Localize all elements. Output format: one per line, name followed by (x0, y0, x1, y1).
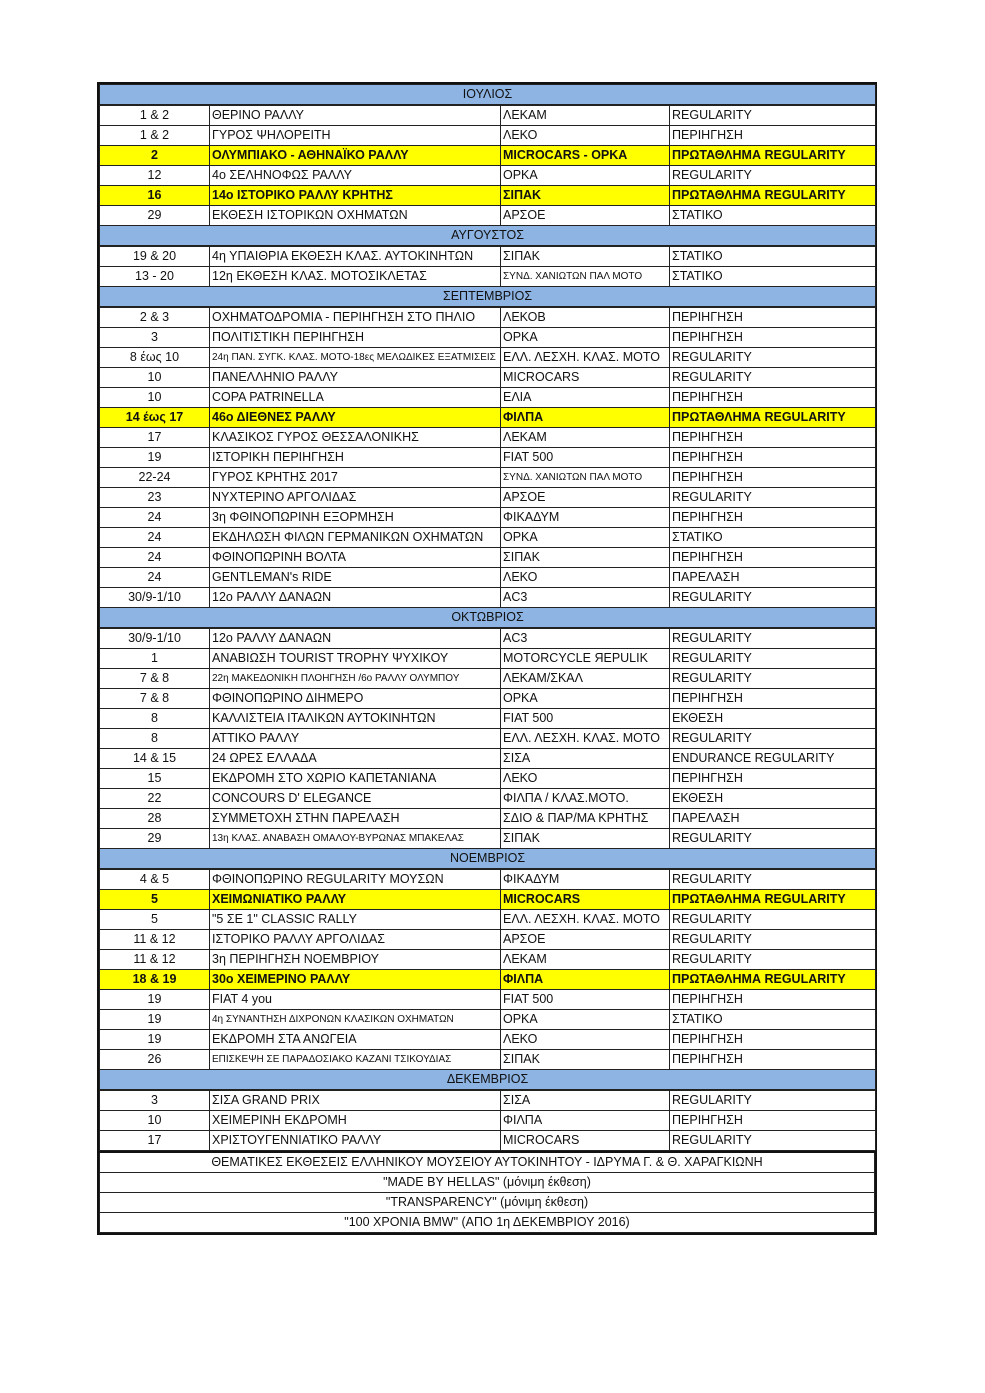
event-row (100, 1050, 876, 1070)
month-header-row (100, 287, 876, 308)
event-type: REGULARITY (670, 166, 876, 186)
event-row (100, 548, 876, 568)
month-header-row (100, 85, 876, 106)
event-date: 2 (100, 146, 210, 166)
month-header-row (100, 849, 876, 870)
event-date: 8 έως 10 (100, 348, 210, 368)
month-name: ΣΕΠΤΕΜΒΡΙΟΣ (100, 287, 876, 308)
event-date: 29 (100, 829, 210, 849)
event-date: 22-24 (100, 468, 210, 488)
month-header-row (100, 1070, 876, 1091)
event-organizer: ΑΡΣΟΕ (501, 206, 670, 226)
month-name: ΑΥΓΟΥΣΤΟΣ (100, 226, 876, 247)
event-name: 3η ΦΘΙΝΟΠΩΡΙΝΗ ΕΞΟΡΜΗΣΗ (210, 508, 501, 528)
event-row-championship (100, 146, 876, 166)
event-name: 24 ΩΡΕΣ ΕΛΛΑΔΑ (210, 749, 501, 769)
event-name: ΙΣΤΟΡΙΚΗ ΠΕΡΙΗΓΗΣΗ (210, 448, 501, 468)
event-name: ΓΥΡΟΣ ΚΡΗΤΗΣ 2017 (210, 468, 501, 488)
event-type: ΠΡΩΤΑΘΛΗΜΑ REGULARITY (670, 970, 876, 990)
event-type: REGULARITY (670, 669, 876, 689)
event-date: 3 (100, 328, 210, 348)
event-organizer: FIAT 500 (501, 990, 670, 1010)
event-date: 11 & 12 (100, 950, 210, 970)
event-date: 4 & 5 (100, 869, 210, 890)
event-type: ΠΡΩΤΑΘΛΗΜΑ REGULARITY (670, 146, 876, 166)
event-type: ΠΕΡΙΗΓΗΣΗ (670, 689, 876, 709)
event-type: REGULARITY (670, 588, 876, 608)
event-name: ΧΕΙΜΕΡΙΝΗ ΕΚΔΡΟΜΗ (210, 1111, 501, 1131)
event-organizer: ΑΡΣΟΕ (501, 930, 670, 950)
event-type: REGULARITY (670, 105, 876, 126)
event-date: 30/9-1/10 (100, 628, 210, 649)
event-date: 7 & 8 (100, 669, 210, 689)
event-name: 4ο ΣΕΛΗΝΟΦΩΣ ΡΑΛΛΥ (210, 166, 501, 186)
event-organizer: ΕΛΙΑ (501, 388, 670, 408)
event-date: 13 - 20 (100, 267, 210, 287)
month-name: ΟΚΤΩΒΡΙΟΣ (100, 608, 876, 629)
event-name: 22η ΜΑΚΕΔΟΝΙΚΗ ΠΛΟΗΓΗΣΗ /6ο ΡΑΛΛΥ ΟΛΥΜΠΟΥ (210, 669, 501, 689)
event-row-championship (100, 408, 876, 428)
event-type: REGULARITY (670, 729, 876, 749)
exhibition-name: "MADE BY HELLAS" (μόνιμη έκθεση) (100, 1173, 875, 1193)
event-date: 28 (100, 809, 210, 829)
event-organizer: ΕΛΛ. ΛΕΣΧΗ. ΚΛΑΣ. ΜΟΤΟ (501, 729, 670, 749)
event-date: 15 (100, 769, 210, 789)
event-name: ΣΥΜΜΕΤΟΧΗ ΣΤΗΝ ΠΑΡΕΛΑΣΗ (210, 809, 501, 829)
event-row-championship (100, 970, 876, 990)
event-organizer: ΦΙΛΠΑ / ΚΛΑΣ.ΜΟΤΟ. (501, 789, 670, 809)
event-name: ΕΚΔΗΛΩΣΗ ΦΙΛΩΝ ΓΕΡΜΑΝΙΚΩΝ ΟΧΗΜΑΤΩΝ (210, 528, 501, 548)
event-type: ΕΚΘΕΣΗ (670, 789, 876, 809)
event-organizer: ΛΕΚΟΒ (501, 307, 670, 328)
exhibitions-title-row (100, 1152, 875, 1173)
event-name: 12ο ΡΑΛΛΥ ΔΑΝΑΩΝ (210, 628, 501, 649)
event-date: 16 (100, 186, 210, 206)
event-type: ΠΕΡΙΗΓΗΣΗ (670, 1111, 876, 1131)
event-type: REGULARITY (670, 1131, 876, 1151)
exhibition-row (100, 1173, 875, 1193)
event-name: ΕΚΔΡΟΜΗ ΣΤΟ ΧΩΡΙΟ ΚΑΠΕΤΑΝΙΑΝΑ (210, 769, 501, 789)
event-date: 24 (100, 548, 210, 568)
event-type: ΣΤΑΤΙΚΟ (670, 528, 876, 548)
event-date: 17 (100, 428, 210, 448)
event-name: ΠΟΛΙΤΙΣΤΙΚΗ ΠΕΡΙΗΓΗΣΗ (210, 328, 501, 348)
event-row (100, 307, 876, 328)
event-type: REGULARITY (670, 930, 876, 950)
event-name: ΑΝΑΒΙΩΣΗ TOURIST TROPHY ΨΥΧΙΚΟΥ (210, 649, 501, 669)
event-date: 19 (100, 1010, 210, 1030)
event-row (100, 950, 876, 970)
event-name: 14ο ΙΣΤΟΡΙΚΟ ΡΑΛΛΥ ΚΡΗΤΗΣ (210, 186, 501, 206)
event-type: ΣΤΑΤΙΚΟ (670, 1010, 876, 1030)
event-name: ΧΡΙΣΤΟΥΓΕΝΝΙΑΤΙΚΟ ΡΑΛΛΥ (210, 1131, 501, 1151)
event-organizer: ΟΡΚΑ (501, 328, 670, 348)
event-name: 30ο ΧΕΙΜΕΡΙΝΟ ΡΑΛΛΥ (210, 970, 501, 990)
event-row (100, 749, 876, 769)
event-name: ΟΧΗΜΑΤΟΔΡΟΜΙΑ - ΠΕΡΙΗΓΗΣΗ ΣΤΟ ΠΗΛΙΟ (210, 307, 501, 328)
event-type: ΠΡΩΤΑΘΛΗΜΑ REGULARITY (670, 408, 876, 428)
event-row (100, 388, 876, 408)
event-date: 22 (100, 789, 210, 809)
event-type: ΠΑΡΕΛΑΣΗ (670, 568, 876, 588)
event-row (100, 105, 876, 126)
event-type: REGULARITY (670, 348, 876, 368)
event-row (100, 628, 876, 649)
event-organizer: ΦΙΛΠΑ (501, 970, 670, 990)
event-name: 12ο ΡΑΛΛΥ ΔΑΝΑΩΝ (210, 588, 501, 608)
event-type: REGULARITY (670, 368, 876, 388)
month-name: ΔΕΚΕΜΒΡΙΟΣ (100, 1070, 876, 1091)
event-organizer: MICROCARS (501, 890, 670, 910)
event-date: 23 (100, 488, 210, 508)
event-row-championship (100, 186, 876, 206)
event-organizer: ΛΕΚΟ (501, 1030, 670, 1050)
event-organizer: MICROCARS (501, 368, 670, 388)
event-type: ΠΕΡΙΗΓΗΣΗ (670, 468, 876, 488)
event-type: ΠΑΡΕΛΑΣΗ (670, 809, 876, 829)
event-type: REGULARITY (670, 1090, 876, 1111)
event-row (100, 488, 876, 508)
event-organizer: ΣΔΙΟ & ΠΑΡ/ΜΑ ΚΡΗΤΗΣ (501, 809, 670, 829)
event-name: ΠΑΝΕΛΛΗΝΙΟ ΡΑΛΛΥ (210, 368, 501, 388)
events-table (99, 84, 876, 1151)
event-date: 5 (100, 890, 210, 910)
event-date: 30/9-1/10 (100, 588, 210, 608)
event-organizer: ΣΙΣΑ (501, 749, 670, 769)
event-type: ΠΕΡΙΗΓΗΣΗ (670, 548, 876, 568)
event-row (100, 206, 876, 226)
event-name: ΟΛΥΜΠΙΑΚΟ - ΑΘΗΝΑΪΚΟ ΡΑΛΛΥ (210, 146, 501, 166)
event-organizer: ΦΙΚΑΔΥΜ (501, 508, 670, 528)
event-type: REGULARITY (670, 488, 876, 508)
event-name: ΕΚΘΕΣΗ ΙΣΤΟΡΙΚΩΝ ΟΧΗΜΑΤΩΝ (210, 206, 501, 226)
event-date: 18 & 19 (100, 970, 210, 990)
event-organizer: ΕΛΛ. ΛΕΣΧΗ. ΚΛΑΣ. ΜΟΤΟ (501, 348, 670, 368)
event-row (100, 709, 876, 729)
event-date: 2 & 3 (100, 307, 210, 328)
event-date: 8 (100, 729, 210, 749)
event-name: 24η ΠΑΝ. ΣΥΓΚ. ΚΛΑΣ. ΜΟΤΟ-18ες ΜΕΛΩΔΙΚΕΣ ΕΞΑΤΜΙΣΕΙΣ (210, 348, 501, 368)
event-organizer: ΣΙΠΑΚ (501, 186, 670, 206)
event-organizer: ΛΕΚΟ (501, 568, 670, 588)
event-organizer: ΛΕΚΟ (501, 126, 670, 146)
event-organizer: ΟΡΚΑ (501, 689, 670, 709)
event-row (100, 990, 876, 1010)
event-organizer: FIAT 500 (501, 448, 670, 468)
event-type: ΠΕΡΙΗΓΗΣΗ (670, 448, 876, 468)
event-organizer: FIAT 500 (501, 709, 670, 729)
event-name: ΦΘΙΝΟΠΩΡΙΝΟ REGULARITY ΜΟΥΣΩΝ (210, 869, 501, 890)
event-organizer: ΕΛΛ. ΛΕΣΧΗ. ΚΛΑΣ. ΜΟΤΟ (501, 910, 670, 930)
event-type: ΠΕΡΙΗΓΗΣΗ (670, 428, 876, 448)
event-date: 3 (100, 1090, 210, 1111)
event-type: ΠΕΡΙΗΓΗΣΗ (670, 1050, 876, 1070)
event-row (100, 1030, 876, 1050)
event-type: ENDURANCE REGULARITY (670, 749, 876, 769)
event-date: 19 (100, 448, 210, 468)
event-date: 19 (100, 1030, 210, 1050)
event-row (100, 468, 876, 488)
exhibitions-title: ΘΕΜΑΤΙΚΕΣ ΕΚΘΕΣΕΙΣ ΕΛΛΗΝΙΚΟΥ ΜΟΥΣΕΙΟΥ ΑΥΤΟΚΙΝΗΤΟΥ - ΙΔΡΥΜΑ Γ. & Θ. ΧΑΡΑΓΚΙΩΝΗ (100, 1152, 875, 1173)
event-date: 10 (100, 368, 210, 388)
event-date: 10 (100, 1111, 210, 1131)
event-name: 3η ΠΕΡΙΗΓΗΣΗ ΝΟΕΜΒΡΙΟΥ (210, 950, 501, 970)
event-type: ΠΡΩΤΑΘΛΗΜΑ REGULARITY (670, 186, 876, 206)
event-row (100, 428, 876, 448)
event-date: 24 (100, 508, 210, 528)
event-name: ΦΘΙΝΟΠΩΡΙΝΟ ΔΙΗΜΕΡΟ (210, 689, 501, 709)
event-date: 7 & 8 (100, 689, 210, 709)
event-type: ΣΤΑΤΙΚΟ (670, 246, 876, 267)
exhibition-name: "100 ΧΡΟΝΙΑ BMW" (ΑΠΟ 1η ΔΕΚΕΜΒΡΙΟΥ 2016) (100, 1213, 875, 1233)
event-type: ΠΡΩΤΑΘΛΗΜΑ REGULARITY (670, 890, 876, 910)
event-organizer: ΣΙΠΑΚ (501, 1050, 670, 1070)
event-organizer: AC3 (501, 588, 670, 608)
event-row (100, 789, 876, 809)
event-row (100, 568, 876, 588)
event-row (100, 448, 876, 468)
event-organizer: ΣΙΣΑ (501, 1090, 670, 1111)
event-organizer: ΦΙΛΠΑ (501, 1111, 670, 1131)
month-header-row (100, 226, 876, 247)
event-organizer: AC3 (501, 628, 670, 649)
event-organizer: ΛΕΚΟ (501, 769, 670, 789)
event-date: 12 (100, 166, 210, 186)
event-row (100, 869, 876, 890)
event-type: ΣΤΑΤΙΚΟ (670, 206, 876, 226)
event-date: 19 (100, 990, 210, 1010)
event-type: ΠΕΡΙΗΓΗΣΗ (670, 328, 876, 348)
events-calendar (97, 82, 877, 1235)
event-organizer: ΛΕΚΑΜ (501, 105, 670, 126)
event-organizer: ΟΡΚΑ (501, 1010, 670, 1030)
event-row (100, 508, 876, 528)
event-date: 29 (100, 206, 210, 226)
event-type: ΠΕΡΙΗΓΗΣΗ (670, 1030, 876, 1050)
event-row (100, 1010, 876, 1030)
event-type: ΠΕΡΙΗΓΗΣΗ (670, 126, 876, 146)
event-organizer: MICROCARS (501, 1131, 670, 1151)
event-type: ΣΤΑΤΙΚΟ (670, 267, 876, 287)
event-row (100, 267, 876, 287)
event-row (100, 328, 876, 348)
event-row (100, 588, 876, 608)
month-name: ΙΟΥΛΙΟΣ (100, 85, 876, 106)
event-organizer: ΣΥΝΔ. ΧΑΝΙΩΤΩΝ ΠΑΛ ΜΟΤΟ (501, 468, 670, 488)
event-organizer: MICROCARS - ΟΡΚΑ (501, 146, 670, 166)
event-type: REGULARITY (670, 649, 876, 669)
event-name: 13η ΚΛΑΣ. ΑΝΑΒΑΣΗ ΟΜΑΛΟΥ-ΒΥΡΩΝΑΣ ΜΠΑΚΕΛΑΣ (210, 829, 501, 849)
event-row (100, 649, 876, 669)
event-name: ΝΥΧΤΕΡΙΝΟ ΑΡΓΟΛΙΔΑΣ (210, 488, 501, 508)
event-name: ΣΙΣΑ GRAND PRIX (210, 1090, 501, 1111)
event-row (100, 729, 876, 749)
event-name: ΑΤΤΙΚΟ ΡΑΛΛΥ (210, 729, 501, 749)
event-row (100, 689, 876, 709)
event-row (100, 829, 876, 849)
event-name: ΙΣΤΟΡΙΚΟ ΡΑΛΛΥ ΑΡΓΟΛΙΔΑΣ (210, 930, 501, 950)
event-organizer: ΦΙΚΑΔΥΜ (501, 869, 670, 890)
event-date: 24 (100, 528, 210, 548)
event-type: ΠΕΡΙΗΓΗΣΗ (670, 388, 876, 408)
event-organizer: ΛΕΚΑΜ/ΣΚΑΛ (501, 669, 670, 689)
event-type: ΠΕΡΙΗΓΗΣΗ (670, 508, 876, 528)
event-date: 17 (100, 1131, 210, 1151)
event-name: ΓΥΡΟΣ ΨΗΛΟΡΕΙΤΗ (210, 126, 501, 146)
event-row (100, 769, 876, 789)
event-type: REGULARITY (670, 829, 876, 849)
event-name: GENTLEMAN's RIDE (210, 568, 501, 588)
event-organizer: ΣΙΠΑΚ (501, 246, 670, 267)
exhibition-row (100, 1193, 875, 1213)
event-organizer: ΣΙΠΑΚ (501, 548, 670, 568)
event-date: 8 (100, 709, 210, 729)
event-date: 1 (100, 649, 210, 669)
event-date: 10 (100, 388, 210, 408)
event-name: ΚΛΑΣΙΚΟΣ ΓΥΡΟΣ ΘΕΣΣΑΛΟΝΙΚΗΣ (210, 428, 501, 448)
event-row (100, 368, 876, 388)
event-row (100, 809, 876, 829)
event-name: ΘΕΡΙΝΟ ΡΑΛΛΥ (210, 105, 501, 126)
event-organizer: ΦΙΛΠΑ (501, 408, 670, 428)
exhibition-row (100, 1213, 875, 1233)
event-name: ΕΠΙΣΚΕΨΗ ΣΕ ΠΑΡΑΔΟΣΙΑΚΟ ΚΑΖΑΝΙ ΤΣΙΚΟΥΔΙΑΣ (210, 1050, 501, 1070)
event-date: 1 & 2 (100, 105, 210, 126)
event-organizer: ΛΕΚΑΜ (501, 428, 670, 448)
event-name: 46ο ΔΙΕΘΝΕΣ ΡΑΛΛΥ (210, 408, 501, 428)
event-row (100, 166, 876, 186)
event-organizer: ΟΡΚΑ (501, 166, 670, 186)
exhibition-name: "TRANSPARENCY" (μόνιμη έκθεση) (100, 1193, 875, 1213)
event-type: REGULARITY (670, 628, 876, 649)
month-name: ΝΟΕΜΒΡΙΟΣ (100, 849, 876, 870)
event-organizer: ΛΕΚΑΜ (501, 950, 670, 970)
event-row (100, 246, 876, 267)
event-name: 12η ΕΚΘΕΣΗ ΚΛΑΣ. ΜΟΤΟΣΙΚΛΕΤΑΣ (210, 267, 501, 287)
event-type: REGULARITY (670, 869, 876, 890)
event-name: FIAT 4 you (210, 990, 501, 1010)
event-type: REGULARITY (670, 910, 876, 930)
event-row (100, 1111, 876, 1131)
event-name: CONCOURS D' ELEGANCE (210, 789, 501, 809)
event-row (100, 348, 876, 368)
event-type: ΠΕΡΙΗΓΗΣΗ (670, 769, 876, 789)
event-date: 26 (100, 1050, 210, 1070)
event-type: ΠΕΡΙΗΓΗΣΗ (670, 307, 876, 328)
event-organizer: ΣΙΠΑΚ (501, 829, 670, 849)
event-organizer: ΑΡΣΟΕ (501, 488, 670, 508)
event-row (100, 930, 876, 950)
event-type: ΠΕΡΙΗΓΗΣΗ (670, 990, 876, 1010)
event-row (100, 669, 876, 689)
event-date: 11 & 12 (100, 930, 210, 950)
event-organizer: ΣΥΝΔ. ΧΑΝΙΩΤΩΝ ΠΑΛ ΜΟΤΟ (501, 267, 670, 287)
event-row (100, 126, 876, 146)
event-name: ΦΘΙΝΟΠΩΡΙΝΗ ΒΟΛΤΑ (210, 548, 501, 568)
event-date: 14 έως 17 (100, 408, 210, 428)
event-name: "5 ΣΕ 1" CLASSIC RALLY (210, 910, 501, 930)
event-name: ΕΚΔΡΟΜΗ ΣΤΑ ΑΝΩΓΕΙΑ (210, 1030, 501, 1050)
month-header-row (100, 608, 876, 629)
event-name: ΧΕΙΜΩΝΙΑΤΙΚΟ ΡΑΛΛΥ (210, 890, 501, 910)
exhibitions-table (99, 1151, 875, 1233)
event-name: ΚΑΛΛΙΣΤΕΙΑ ΙΤΑΛΙΚΩΝ ΑΥΤΟΚΙΝΗΤΩΝ (210, 709, 501, 729)
event-date: 24 (100, 568, 210, 588)
event-row (100, 910, 876, 930)
event-date: 5 (100, 910, 210, 930)
event-date: 1 & 2 (100, 126, 210, 146)
event-organizer: ΟΡΚΑ (501, 528, 670, 548)
event-row (100, 1131, 876, 1151)
event-date: 14 & 15 (100, 749, 210, 769)
event-row (100, 528, 876, 548)
event-name: 4η ΣΥΝΑΝΤΗΣΗ ΔΙΧΡΟΝΩΝ ΚΛΑΣΙΚΩΝ ΟΧΗΜΑΤΩΝ (210, 1010, 501, 1030)
event-date: 19 & 20 (100, 246, 210, 267)
event-name: COPA PATRINELLA (210, 388, 501, 408)
event-row-championship (100, 890, 876, 910)
event-type: REGULARITY (670, 950, 876, 970)
event-name: 4η ΥΠΑΙΘΡΙΑ ΕΚΘΕΣΗ ΚΛΑΣ. ΑΥΤΟΚΙΝΗΤΩΝ (210, 246, 501, 267)
event-type: ΕΚΘΕΣΗ (670, 709, 876, 729)
event-row (100, 1090, 876, 1111)
event-organizer: MOTORCYCLE ЯEPULIK (501, 649, 670, 669)
